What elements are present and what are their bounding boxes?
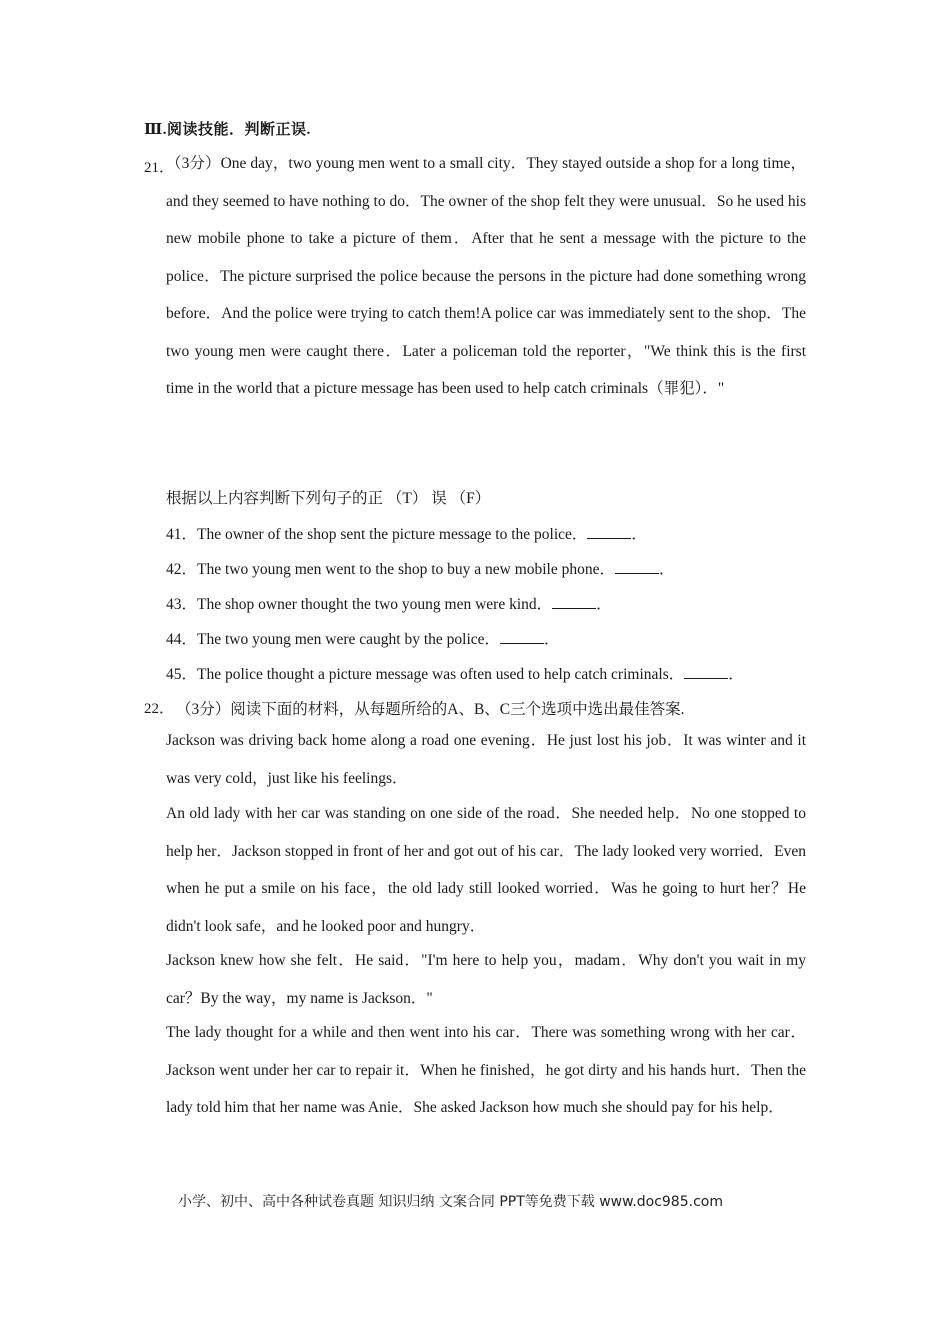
statement-text: 43．The shop owner thought the two young men were kind．	[166, 596, 553, 613]
answer-blank[interactable]	[615, 561, 659, 574]
answer-blank[interactable]	[684, 666, 728, 679]
question-21-instruction: 根据以上内容判断下列句子的正 （T） 误 （F）	[166, 490, 491, 507]
answer-blank[interactable]	[587, 526, 631, 539]
answer-blank[interactable]	[552, 596, 596, 609]
question-22-number: 22．	[144, 701, 175, 717]
statement-text: 42．The two young men went to the shop to buy a new mobile phone．	[166, 561, 616, 578]
question-21-passage: （3分）One day，two young men went to a small city．They stayed outside a shop for a long time，and they seemed to have nothing to do．The owner of the shop felt they were unusual．So he used his new mobile phone to take a picture of them．After that he sent a message with the picture to the police．The picture surprised the police because the persons in the picture had done something wrong before．And the police were trying to catch them!A police car was immediately sent to the shop．The two young men were caught there．Later a policeman told the reporter，"We think this is the first time in the world that a picture message has been used to help catch criminals（罪犯）．"	[166, 155, 806, 397]
statement-text: 41．The owner of the shop sent the picture message to the police．	[166, 526, 588, 543]
statement-text: 44．The two young men were caught by the police．	[166, 631, 501, 648]
statement-44: 44．The two young men were caught by the police． ．	[166, 631, 560, 648]
question-22-paragraph-3: Jackson knew how she felt．He said．"I'm here to help you，madam．Why don't you wait in my car？By the way，my name is Jackson．"	[166, 952, 806, 1007]
statement-42: 42．The two young men went to the shop to buy a new mobile phone． ．	[166, 561, 675, 578]
statement-45: 45．The police thought a picture message was often used to help catch criminals． ．	[166, 666, 744, 683]
statement-text: 45．The police thought a picture message was often used to help catch criminals．	[166, 666, 685, 683]
question-22-paragraph-2: An old lady with her car was standing on one side of the road．She needed help．No one stopped to help her．Jackson stopped in front of her and got out of his car．The lady looked very worried．Even when he put a smile on his face，the old lady still looked worried．Was he going to hurt her？He didn't look safe，and he looked poor and hungry．	[166, 805, 806, 935]
question-22-paragraph-4: The lady thought for a while and then went into his car．There was something wrong with her car．Jackson went under her car to repair it．When he finished，he got dirty and his hands hurt．Then the lady told him that her name was Anie．She asked Jackson how much she should pay for his help．	[166, 1024, 806, 1116]
statement-43: 43．The shop owner thought the two young men were kind． ．	[166, 596, 612, 613]
page-footer: 小学、初中、高中各种试卷真题 知识归纳 文案合同 PPT等免费下载 www.doc985.com	[178, 1194, 723, 1210]
section-title: Ⅲ.阅读技能．判断正误.	[144, 122, 311, 138]
answer-blank[interactable]	[500, 631, 544, 644]
question-22-paragraph-1: Jackson was driving back home along a road one evening．He just lost his job．It was winter and it was very cold，just like his feelings．	[166, 732, 806, 787]
question-21-number: 21．	[144, 160, 175, 176]
statement-41: 41．The owner of the shop sent the picture message to the police． ．	[166, 526, 647, 543]
question-22-instruction: （3分）阅读下面的材料，从每题所给的A、B、C三个选项中选出最佳答案.	[176, 701, 685, 718]
